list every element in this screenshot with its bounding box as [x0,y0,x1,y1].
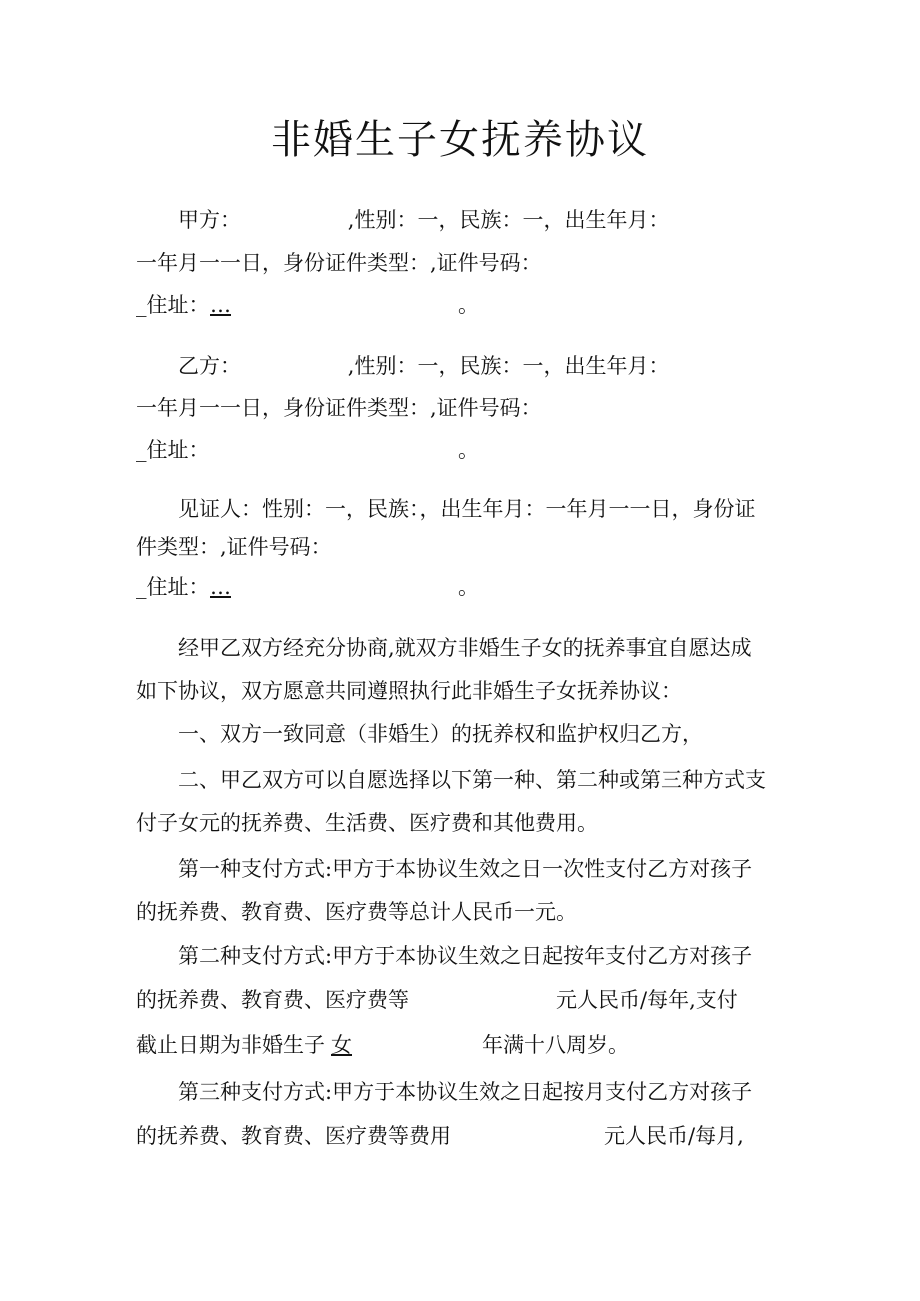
party-a-address-value: … [210,293,231,317]
payment-1-line-1: 第一种支付方式:甲方于本协议生效之日一次性支付乙方对孩子 [178,857,753,881]
paragraph-1-line-2: 如下协议，双方愿意共同遵照执行此非婚生子女抚养协议： [136,679,682,703]
payment-2-line-1: 第二种支付方式:甲方于本协议生效之日起按年支付乙方对孩子 [178,944,753,968]
party-b-line-2: 一年月一一日，身份证件类型：,证件号码： [136,396,542,420]
payment-3-line-1: 第三种支付方式:甲方于本协议生效之日起按月支付乙方对孩子 [178,1080,753,1104]
witness-line-1: 见证人：性别：一，民族：，出生年月：一年月一一日，身份证 [178,497,756,521]
payment-2-line-3-start: 截止日期为非婚生子 [136,1033,325,1057]
payment-3-line-2-start: 的抚养费、教育费、医疗费等费用 [136,1124,451,1148]
clause-2-line-1: 二、甲乙双方可以自愿选择以下第一种、第二种或第三种方式支 [178,768,766,792]
witness-address-end: 。 [458,575,479,599]
payment-2-line-3-end: 年满十八周岁。 [482,1033,629,1057]
payment-2-line-2-start: 的抚养费、教育费、医疗费等 [136,988,409,1012]
payment-2-line-2-end: 元人民币/每年,支付 [556,988,738,1012]
witness-address-prefix: _住址： [136,575,210,599]
party-b-address-prefix: _住址： [136,438,210,462]
witness-line-2: 件类型：,证件号码： [136,535,332,559]
payment-3-line-2-end: 元人民币/每月, [604,1124,744,1148]
party-a-line-2: 一年月一一日，身份证件类型：,证件号码： [136,251,542,275]
payment-1-line-2: 的抚养费、教育费、医疗费等总计人民币一元。 [136,900,577,924]
party-a-address-prefix: _住址： [136,293,210,317]
party-a-address-end: 。 [458,293,479,317]
clause-2-line-2: 付子女元的抚养费、生活费、医疗费和其他费用。 [136,811,598,835]
party-b-address-end: 。 [458,438,479,462]
party-a-line-1: 甲方： ,性别：一，民族：一，出生年月： [178,208,670,232]
witness-address-value: … [210,575,231,599]
party-b-line-1: 乙方： ,性别：一，民族：一，出生年月： [178,354,670,378]
paragraph-1-line-1: 经甲乙双方经充分协商,就双方非婚生子女的抚养事宜自愿达成 [178,636,752,660]
payment-2-line-3-underlined: 女 [331,1033,352,1057]
clause-1-line-1: 一、双方一致同意（非婚生）的抚养权和监护权归乙方， [178,722,703,746]
document-title: 非婚生子女抚养协议 [271,117,649,163]
